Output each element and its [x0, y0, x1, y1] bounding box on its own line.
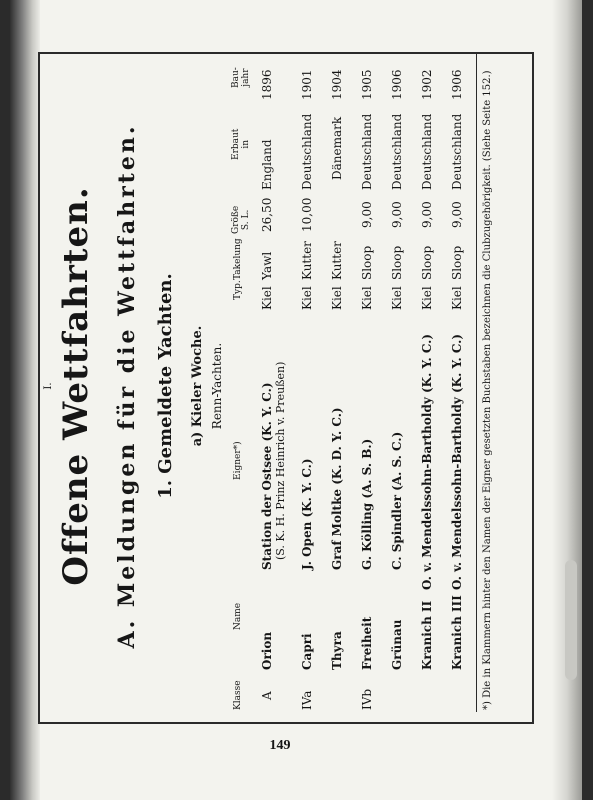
footnote: *) Die in Klammern hinter den Namen der Eigner gesetzten Buchstaben bezeichnen die Clubzugehörigkeit. (Siehe Seite 152.) — [482, 70, 493, 710]
section-heading: a) Kieler Woche. — [190, 325, 205, 447]
cell-name: Freiheit — [360, 616, 374, 670]
cell-owner-second-line: (S. K. H. Prinz Heinrich v. Preußen) — [274, 361, 287, 560]
cell-name: Capri — [300, 633, 314, 670]
cell-typ: Kiel — [420, 286, 434, 310]
cell-typ: Kiel — [300, 286, 314, 310]
book-gutter — [10, 0, 40, 800]
cell-groesse: 9,00 — [450, 201, 464, 228]
cell-owner: Station der Ostsee (K. Y. C.) — [260, 382, 274, 570]
cell-erbaut: Deutschland — [390, 113, 404, 190]
header-groesse-line1: Größe — [231, 205, 241, 234]
cell-erbaut: Deutschland — [450, 113, 464, 190]
cell-baujahr: 1905 — [360, 69, 374, 100]
cell-klasse: A — [260, 691, 274, 700]
page-stain — [565, 560, 577, 680]
cell-owner: Graf Moltke (K. D. Y. C.) — [330, 407, 344, 570]
cell-takelung: Kutter — [330, 241, 344, 280]
cell-erbaut: Dänemark — [330, 116, 344, 180]
cell-name: Kranich II — [420, 600, 434, 670]
cell-takelung: Sloop — [420, 245, 434, 280]
cell-typ: Kiel — [260, 286, 274, 310]
header-baujahr-line1: Bau- — [231, 67, 241, 88]
subtitle-1: 1. Gemeldete Yachten. — [155, 273, 176, 499]
cell-owner: O. v. Mendelssohn-Bartholdy (K. Y. C.) — [450, 333, 464, 590]
header-klasse: Klasse — [233, 680, 243, 710]
cell-groesse: 9,00 — [390, 201, 404, 228]
cell-takelung: Sloop — [450, 245, 464, 280]
cell-name: Orion — [260, 631, 274, 670]
header-groesse-line2: S. L. — [241, 209, 251, 231]
header-name: Name — [233, 602, 243, 630]
cell-name: Kranich III — [450, 595, 464, 670]
cell-name: Grünau — [390, 619, 404, 670]
cell-erbaut: England — [260, 139, 274, 190]
header-baujahr-line2: jahr — [241, 68, 251, 87]
cell-groesse: 10,00 — [300, 197, 314, 232]
page-edge — [552, 0, 582, 800]
cell-owner: O. v. Mendelssohn-Bartholdy (K. Y. C.) — [420, 333, 434, 590]
cell-baujahr: 1901 — [300, 69, 314, 100]
cell-klasse: IVa — [300, 690, 314, 710]
cell-typ: Kiel — [390, 286, 404, 310]
cell-typ: Kiel — [450, 286, 464, 310]
cell-erbaut: Deutschland — [360, 113, 374, 190]
cell-takelung: Kutter — [300, 241, 314, 280]
cell-owner: G. Kölling (A. S. B.) — [360, 438, 374, 570]
category-heading: Renn-Yachten. — [210, 342, 224, 430]
cell-typ: Kiel — [360, 286, 374, 310]
cell-takelung: Sloop — [390, 245, 404, 280]
header-typ: Typ. — [233, 280, 243, 300]
header-eigner: Eigner*) — [233, 441, 243, 480]
cell-baujahr: 1902 — [420, 69, 434, 100]
main-title: Offene Wettfahrten. — [56, 186, 96, 586]
cell-groesse: 9,00 — [420, 201, 434, 228]
header-erbaut-line2: in — [241, 139, 251, 149]
cell-baujahr: 1906 — [450, 69, 464, 100]
cell-baujahr: 1896 — [260, 69, 274, 100]
page-number: 149 — [269, 738, 291, 753]
cell-name: Thyra — [330, 631, 344, 670]
subtitle-a: A. Meldungen für die Wettfahrten. — [114, 123, 140, 649]
cell-owner: C. Spindler (A. S. C.) — [390, 431, 404, 570]
header-baujahr — [231, 67, 251, 88]
roman-numeral: I. — [43, 382, 54, 390]
rotated-content — [38, 52, 530, 720]
header-groesse — [231, 206, 251, 234]
cell-baujahr: 1904 — [330, 69, 344, 100]
cell-erbaut: Deutschland — [300, 113, 314, 190]
header-takelung: Takelung — [233, 238, 243, 280]
cell-groesse: 9,00 — [360, 201, 374, 228]
cell-baujahr: 1906 — [390, 69, 404, 100]
cell-owner: J. Open (K. Y. C.) — [300, 458, 314, 570]
cell-takelung: Sloop — [360, 245, 374, 280]
cell-erbaut: Deutschland — [420, 113, 434, 190]
cell-klasse: IVb — [360, 688, 374, 710]
footnote-divider — [476, 52, 477, 712]
cell-typ: Kiel — [330, 286, 344, 310]
cell-groesse: 26,50 — [260, 197, 274, 232]
header-erbaut-line1: Erbaut — [231, 128, 241, 160]
header-erbaut — [231, 129, 251, 160]
cell-takelung: Yawl — [260, 251, 274, 280]
